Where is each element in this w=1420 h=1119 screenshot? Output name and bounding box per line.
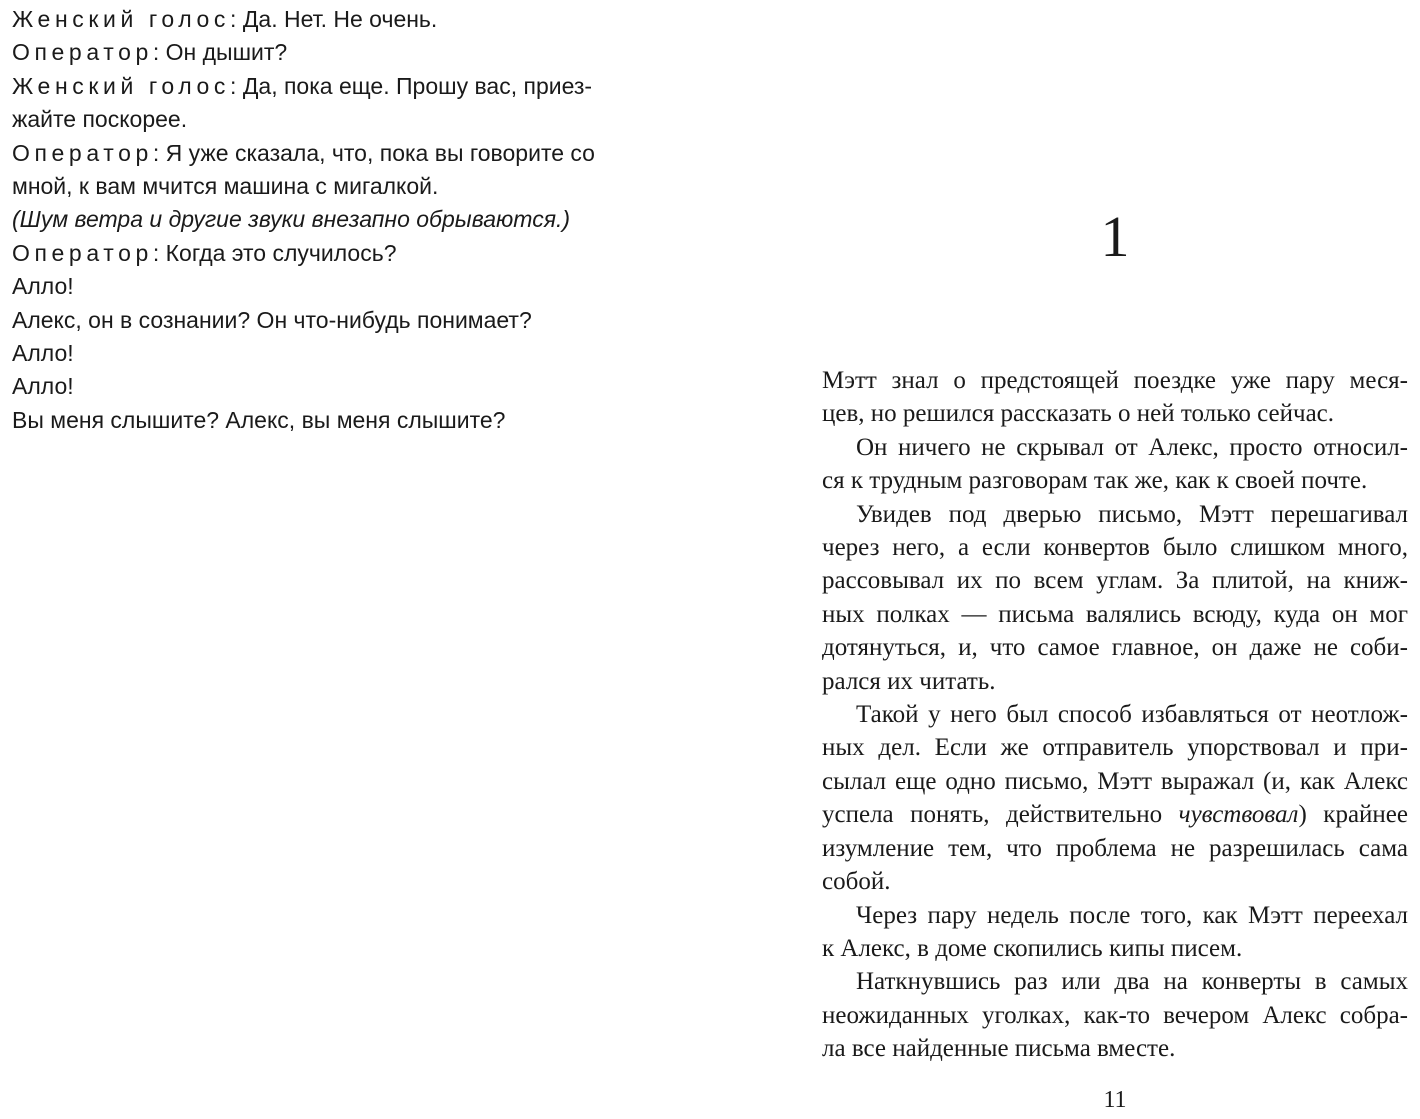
text-line: рался их читать. — [822, 667, 996, 695]
text-line: сылал еще одно письмо, Мэтт выражал (и, как Алекс — [822, 767, 1408, 795]
dialogue-text: : Когда это случилось? — [152, 239, 397, 266]
dialogue-text: : Он дышит? — [152, 39, 288, 66]
dialogue-text: : Да, пока еще. Прошу вас, приез- — [230, 72, 593, 99]
text-line: к Алекс, в доме скопились кипы писем. — [822, 934, 1243, 962]
left-page — [12, 0, 612, 437]
dialogue-line — [12, 237, 612, 270]
dialogue-text: Вы меня слышите? Алекс, вы меня слышите? — [12, 406, 506, 433]
text-segment: ) крайнее — [1298, 801, 1408, 829]
page-number: 11 — [1103, 1087, 1127, 1113]
dialogue-line — [12, 170, 612, 203]
dialogue-text: мной, к вам мчится машина с мигалкой. — [12, 173, 439, 200]
speaker-label: Оператор — [12, 239, 153, 266]
speaker-label: Женский голос — [12, 6, 231, 32]
dialogue-text: : Да. Нет. Не очень. — [230, 6, 438, 32]
dialogue-line — [12, 337, 612, 370]
text-line: Наткнувшись раз или два на конверты в самых — [856, 968, 1408, 996]
dialogue-text: Алло! — [12, 273, 74, 300]
dialogue-line — [12, 304, 612, 337]
text-line: ных дел. Если же отправитель упорствовал и при- — [822, 734, 1408, 762]
text-line: изумление тем, что проблема не разрешилась сама — [822, 834, 1408, 862]
text-line: Он ничего не скрывал от Алекс, просто относил- — [856, 433, 1408, 461]
dialogue-line — [12, 3, 612, 36]
chapter-number: 1 — [1100, 204, 1130, 269]
dialogue-line — [12, 404, 612, 437]
text-line — [822, 798, 1408, 831]
text-line: Мэтт знал о предстоящей поездке уже пару меся- — [822, 367, 1408, 394]
speaker-label: Оператор — [12, 139, 153, 166]
dialogue-line — [12, 137, 612, 170]
text-line: Такой у него был способ избавляться от неотлож- — [856, 701, 1408, 729]
dialogue-text: жайте поскорее. — [12, 106, 188, 133]
text-line: ных полках — письма валялись всюду, куда он мог — [822, 600, 1408, 628]
text-line: Через пару недель после того, как Мэтт переехал — [856, 901, 1408, 929]
stage-direction-text: (Шум ветра и другие звуки внезапно обрываются.) — [12, 206, 571, 233]
speaker-label: Женский голос — [12, 72, 231, 99]
text-segment: успела понять, действительно — [822, 801, 1179, 829]
dialogue-line — [12, 370, 612, 403]
dialogue-text: Алекс, он в сознании? Он что-нибудь понимает? — [12, 306, 532, 333]
text-line: рассовывал их по всем углам. За плитой, на книж- — [822, 567, 1408, 595]
text-line: собой. — [822, 868, 891, 896]
dialogue-line — [12, 70, 612, 103]
text-line: ла все найденные письма вместе. — [822, 1035, 1176, 1063]
text-line: Увидев под дверью письмо, Мэтт перешагивал — [856, 500, 1408, 528]
emphasis-word: чувствовал — [1178, 801, 1299, 829]
text-line: дотянуться, и, что самое главное, он даже не соби- — [822, 634, 1408, 662]
text-line: неожиданных уголках, как-то вечером Алекс собра- — [822, 1001, 1408, 1029]
text-line: через него, а если конвертов было слишком много, — [822, 534, 1408, 562]
text-line: цев, но решился рассказать о ней только сейчас. — [822, 400, 1335, 428]
dialogue-line — [12, 103, 612, 136]
dialogue-text: : Я уже сказала, что, пока вы говорите со — [152, 139, 595, 166]
stage-direction — [12, 203, 612, 236]
dialogue-line — [12, 270, 612, 303]
speaker-label: Оператор — [12, 39, 153, 66]
dialogue-text: Алло! — [12, 340, 74, 367]
right-page — [822, 364, 1408, 1066]
dialogue-line — [12, 36, 612, 69]
dialogue-text: Алло! — [12, 373, 74, 400]
text-line: ся к трудным разговорам так же, как к своей почте. — [822, 467, 1368, 495]
